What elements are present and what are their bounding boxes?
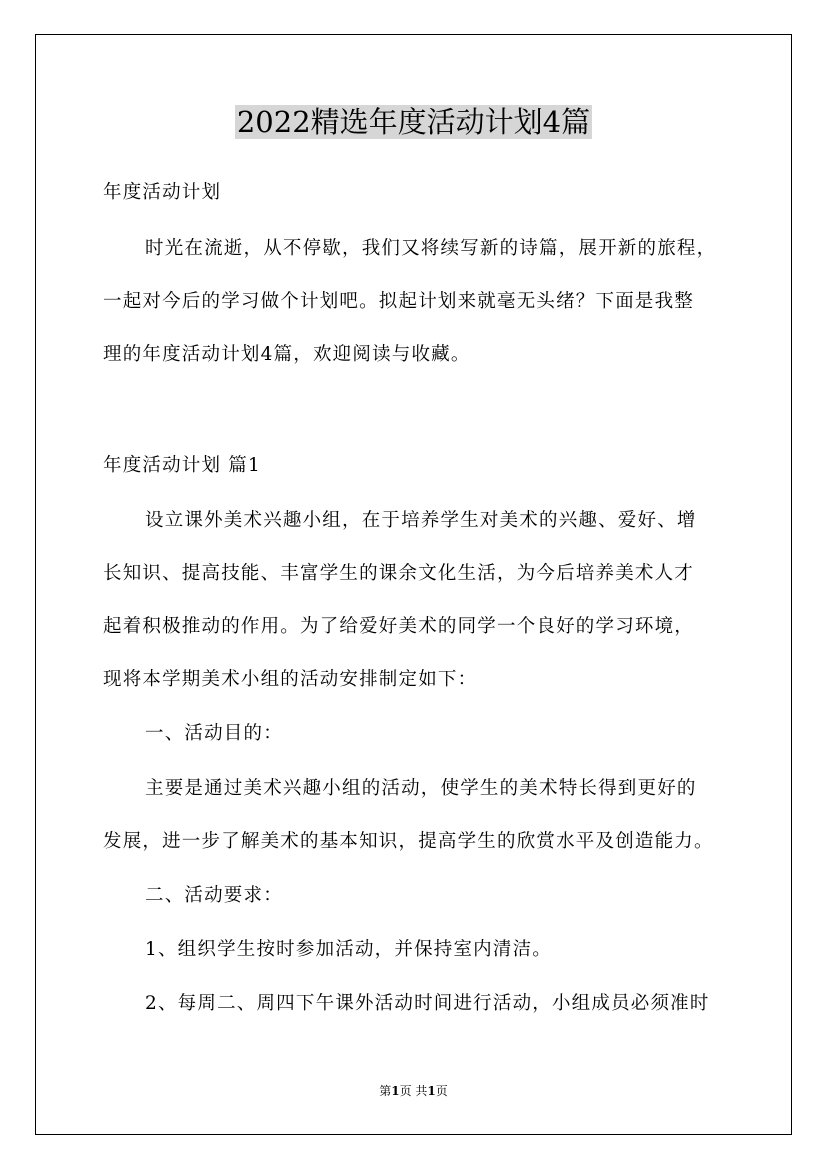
footer-prefix: 第: [379, 1084, 392, 1098]
section1-para1-line-3: 起着积极推动的作用。为了给爱好美术的同学一个良好的学习环境，: [103, 616, 695, 637]
intro-heading: 年度活动计划: [103, 182, 222, 203]
section1-sub2-heading: 二、活动要求：: [145, 885, 283, 906]
intro-line-3: 理的年度活动计划4篇，欢迎阅读与收藏。: [103, 344, 471, 365]
footer-total-pages: 1: [427, 1084, 436, 1098]
section1-para1-line-4: 现将本学期美术小组的活动安排制定如下：: [103, 669, 478, 690]
footer-suffix: 页: [435, 1084, 448, 1098]
document-title-text: 2022精选年度活动计划4篇: [236, 105, 591, 139]
section1-heading: 年度活动计划 篇1: [103, 455, 261, 476]
intro-line-1: 时光在流逝，从不停歇，我们又将续写新的诗篇，展开新的旅程，: [145, 238, 717, 259]
section1-sub1-heading: 一、活动目的：: [145, 723, 283, 744]
footer-page-number: 1: [391, 1084, 400, 1098]
intro-line-2: 一起对今后的学习做个计划吧。拟起计划来就毫无头绪？下面是我整: [103, 291, 695, 312]
section1-para1-line-1: 设立课外美术兴趣小组，在于培养学生对美术的兴趣、爱好、增: [145, 510, 697, 531]
document-title: [0, 100, 827, 144]
section1-para2-line-1: 主要是通过美术兴趣小组的活动，使学生的美术特长得到更好的: [145, 778, 697, 799]
footer-mid: 页 共: [399, 1084, 428, 1098]
page-footer: [0, 1082, 827, 1100]
section1-para2-line-2: 发展，进一步了解美术的基本知识，提高学生的欣赏水平及创造能力。: [103, 831, 714, 852]
section1-para1-line-2: 长知识、提高技能、丰富学生的课余文化生活，为今后培养美术人才: [103, 563, 695, 584]
section1-item-1: 1、组织学生按时参加活动，并保持室内清洁。: [145, 939, 552, 960]
section1-item-2: 2、每周二、周四下午课外活动时间进行活动，小组成员必须准时: [145, 993, 710, 1014]
